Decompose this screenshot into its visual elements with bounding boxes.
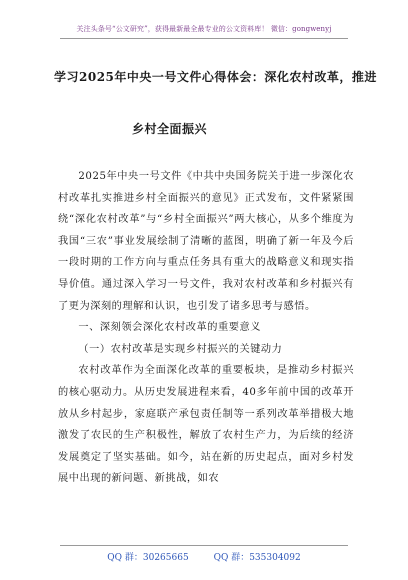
subsection-heading: （一）农村改革是实现乡村振兴的关键动力 bbox=[78, 343, 283, 355]
header-note: 关注头条号“公文研究”，获得最新最全最专业的公文资料库！ 微信：gongwenyj bbox=[76, 25, 332, 33]
document-body bbox=[58, 166, 354, 490]
section-heading: 一、深刻领会深化农村改革的重要意义 bbox=[78, 322, 261, 334]
body-paragraph: 农村改革作为全面深化改革的重要板块，是推动乡村振兴的核心驱动力。从历史发展进程来看，40多年前中国的改革开放从乡村起步，家庭联产承包责任制等一系列改革举措极大地激发了农民的生产积极性，解放了农村生产力，为后续的经济发展奠定了坚实基础。如今，站在新的历史起点，面对乡村发展中出现的新问题、新挑战，如农 bbox=[58, 365, 354, 485]
footer-divider bbox=[60, 545, 348, 546]
footer-qq-group-2: QQ 群：535304092 bbox=[213, 553, 301, 563]
footer bbox=[0, 550, 408, 563]
footer-qq-group-1: QQ 群：30265665 bbox=[107, 553, 189, 563]
header-divider bbox=[60, 38, 348, 39]
document-title-line-2: 乡村全面振兴 bbox=[132, 122, 208, 136]
document-title-line-1: 学习2025年中央一号文件心得体会：深化农村改革，推进 bbox=[54, 70, 377, 84]
intro-paragraph: 2025年中央一号文件《中共中央国务院关于进一步深化农村改革扎实推进乡村全面振兴的意见》正式发布，文件紧紧围绕“深化农村改革”与“乡村全面振兴”两大核心，从多个维度为我国“三农”事业发展绘制了清晰的蓝图，明确了新一年及今后一段时期的工作方向与重点任务具有重大的战略意义和现实指导价值。通过深入学习一号文件，我对农村改革和乡村振兴有了更为深刻的理解和认识，也引发了诸多思考与感悟。 bbox=[58, 171, 354, 312]
